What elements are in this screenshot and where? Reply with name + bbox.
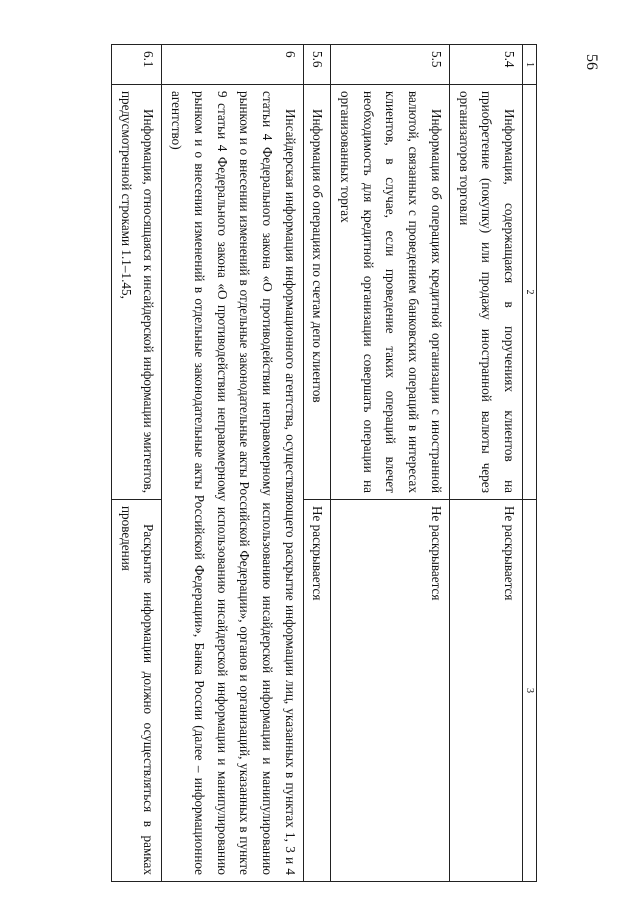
column-header: 2 [523,85,537,500]
section-description: Инсайдерская информация информационного агентства, осуществляющего раскрытие информации лиц, указанных в пунктах 1, 3 и 4 статьи 4 Федерального закона «О противодействии неправомерному использованию инсайдерской информации и манипулированию рынком и о внесении изменений в отдельные законодательные акты Российской Федерации», органов и организаций, указанных в пункте 9 статьи 4 Федерального закона «О противодействии неправомерному использованию инсайдерской информации и манипулированию рынком и о внесении изменений в отдельные законодательные акты Российской Федерации», Банка России (далее – информационное агентство) [162,85,303,882]
table-row [331,45,450,882]
disclosure-status: Не раскрывается [331,500,450,882]
page-number: 56 [583,54,600,70]
table-row [449,45,522,882]
row-number: 5.5 [331,45,450,85]
disclosure-status: Раскрытие информации должно осуществляться в рамках проведения [112,500,162,882]
insider-info-table [111,44,537,882]
table-row [162,45,303,882]
info-description: Информация об операциях по счетам депо клиентов [303,85,331,500]
row-number: 5.4 [449,45,522,85]
disclosure-status: Не раскрывается [303,500,331,882]
column-header: 1 [523,45,537,85]
table-row [303,45,331,882]
info-description: Информация, содержащаяся в поручениях клиентов на приобретение (покупку) или продажу иностранной валюты через организаторов торговли [449,85,522,500]
info-description: Информация об операциях кредитной организации с иностранной валютой, связанных с проведением банковских операций в интересах клиентов, в случае, если проведение таких операций влечет необходимость для кредитной организации совершать операции на организованных торгах [331,85,450,500]
disclosure-status: Не раскрывается [449,500,522,882]
column-header: 3 [523,500,537,882]
info-description: Информация, относящаяся к инсайдерской информации эмитентов, предусмотренной строками 1.1–1.45, [112,85,162,500]
table-header-row [523,45,537,882]
row-number: 6.1 [112,45,162,85]
row-number: 6 [162,45,303,85]
table-row [112,45,162,882]
row-number: 5.6 [303,45,331,85]
